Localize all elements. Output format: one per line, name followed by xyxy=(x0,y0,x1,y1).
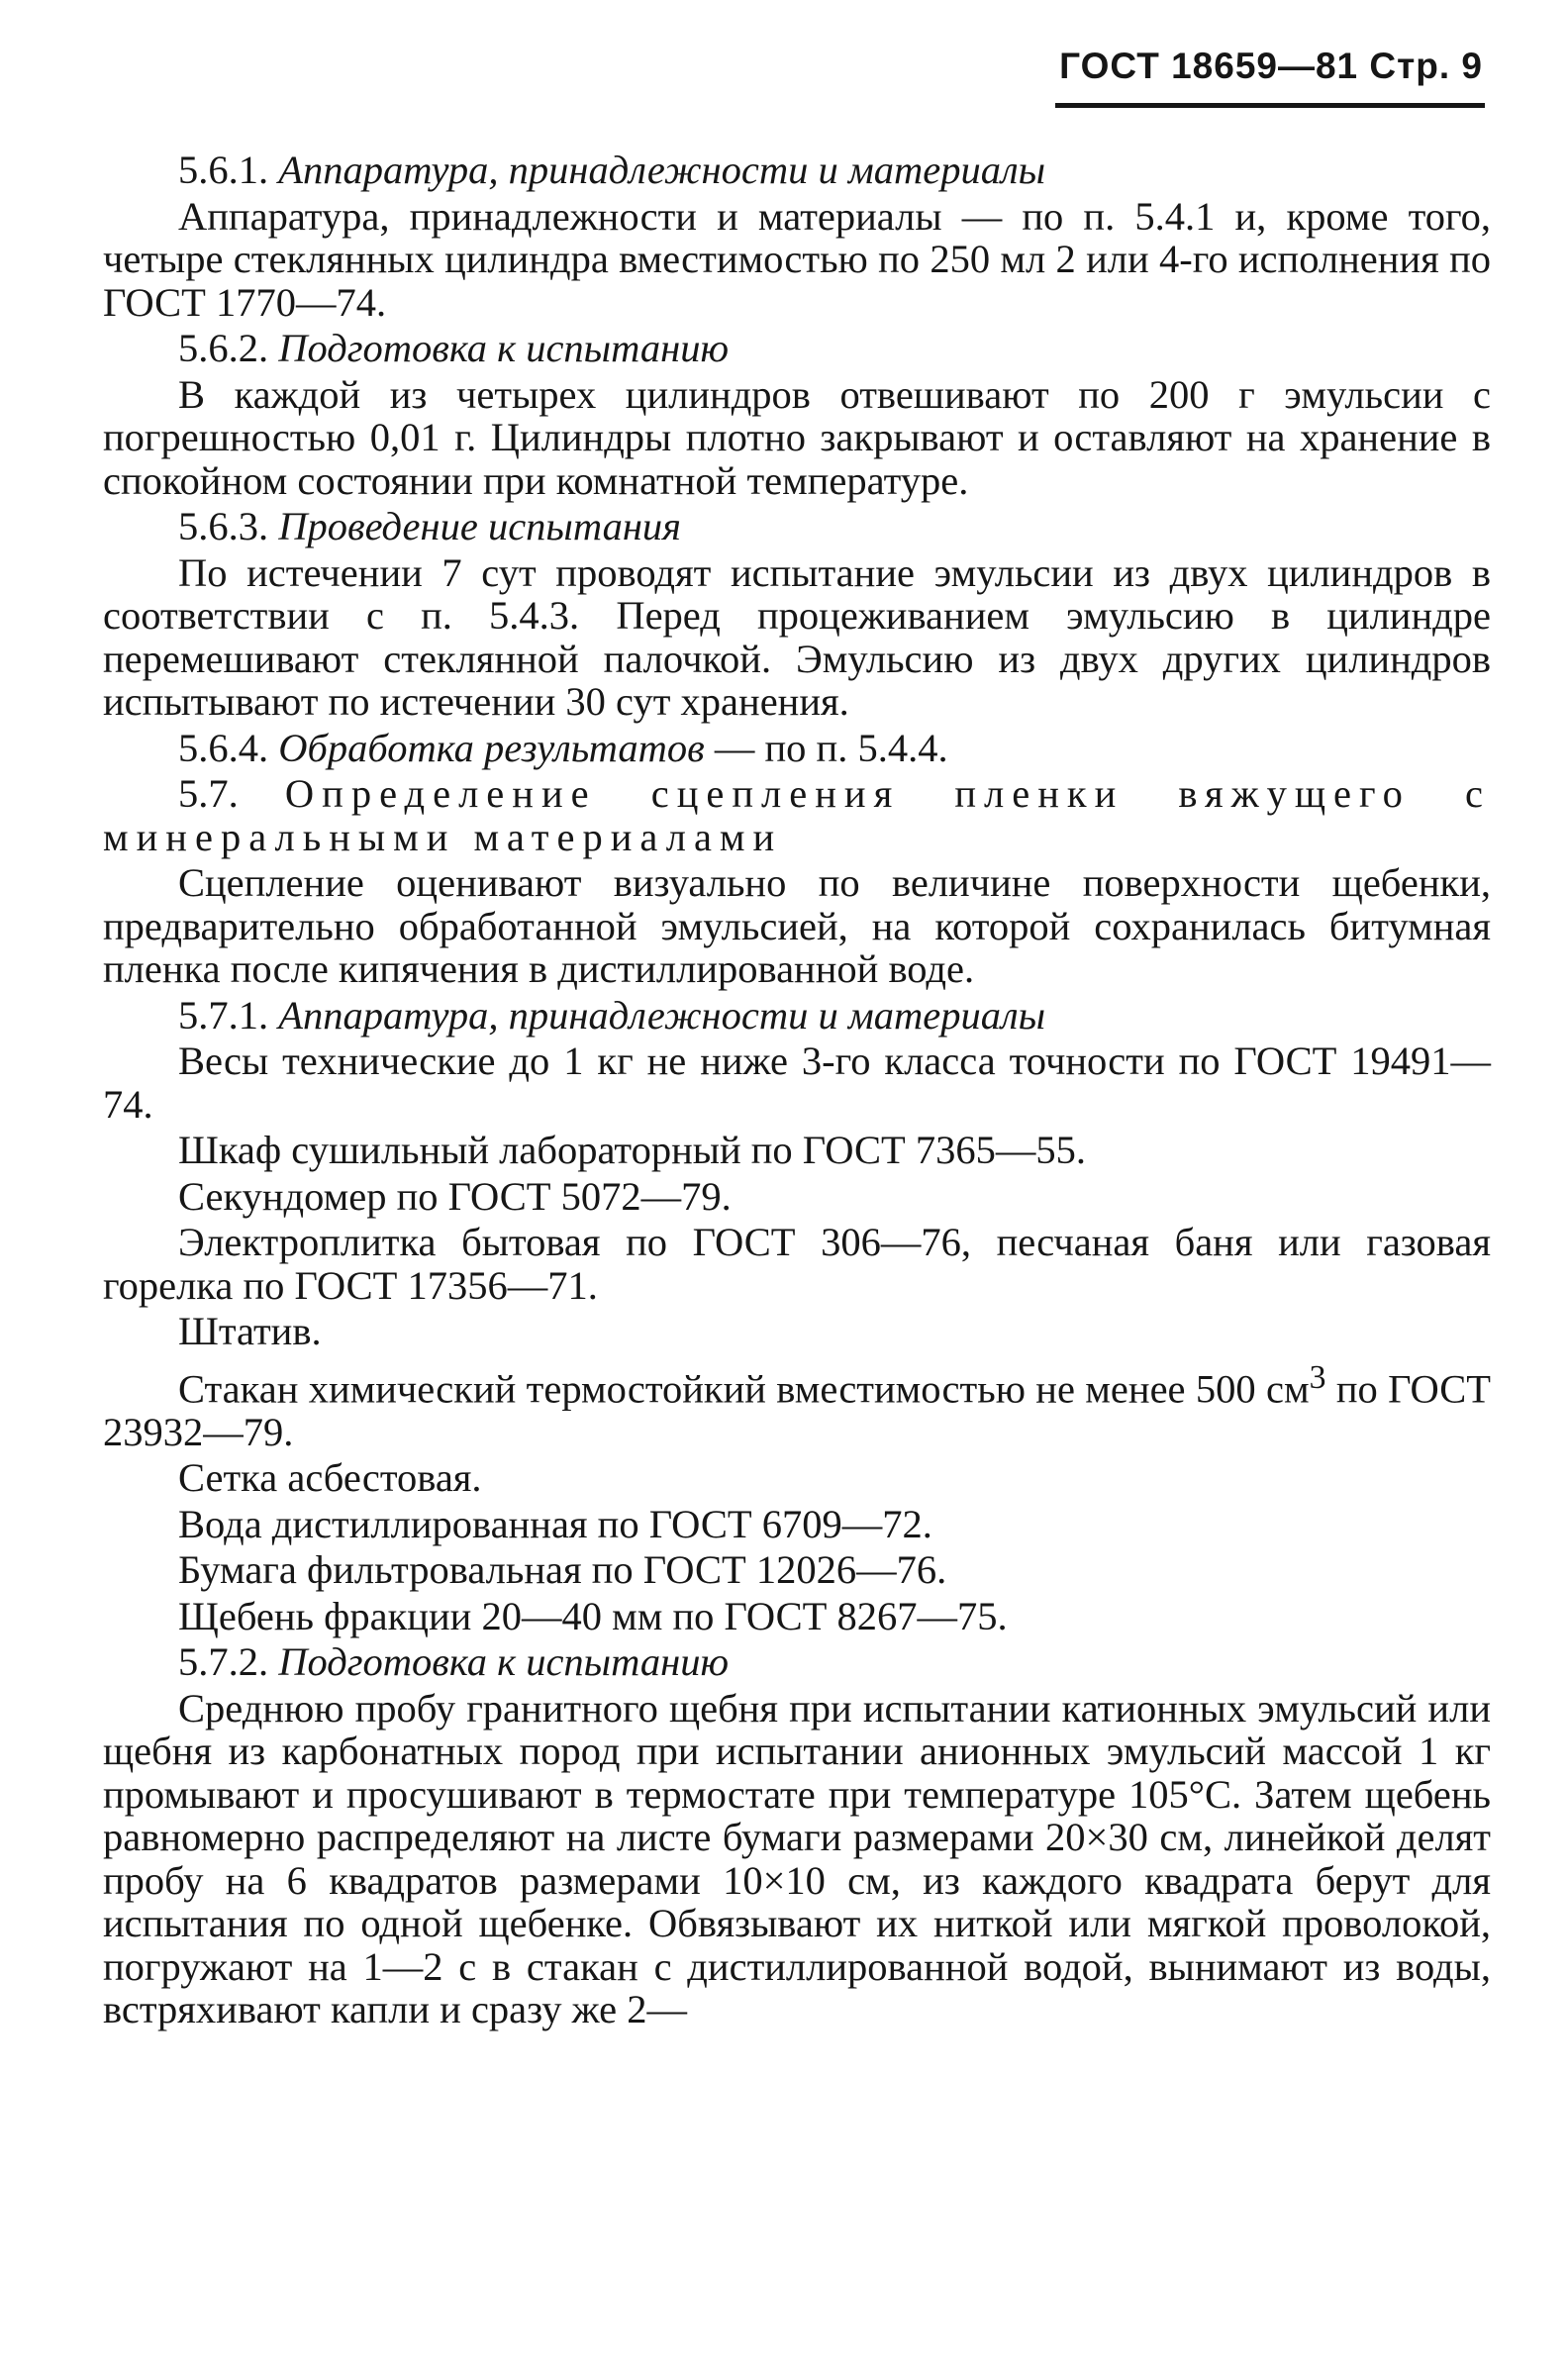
paragraph: По истечении 7 сут проводят испытание эмульсии из двух цилиндров в соответствии с п. 5.4.3. Перед процеживанием эмульсию в цилиндре перемешивают стеклянной палочкой. Эмульсию из двух других цилиндров испытывают по истечении 30 сут хранения. xyxy=(103,549,1491,724)
paragraph: Аппаратура, принадлежности и материалы — по п. 5.4.1 и, кроме того, четыре стеклянных цилиндра вместимостью по 250 мл 2 или 4-го исполнения по ГОСТ 1770—74. xyxy=(103,193,1491,325)
list-item: Шкаф сушильный лабораторный по ГОСТ 7365—55. xyxy=(178,1128,1086,1172)
section-heading-5-6-1 xyxy=(103,148,1491,192)
section-number: 5.6.3. xyxy=(178,504,269,548)
list-item: Щебень фракции 20—40 мм по ГОСТ 8267—75. xyxy=(178,1593,1008,1638)
section-number: 5.7.2. xyxy=(178,1639,269,1684)
paragraph: В каждой из четырех цилиндров отвешивают по 200 г эмульсии с погрешностью 0,01 г. Цилиндры плотно закрывают и оставляют на хранение в спокойном состоянии при комнатной температуре. xyxy=(103,371,1491,503)
section-heading-5-6-3 xyxy=(103,505,1491,548)
section-number: 5.6.4. xyxy=(178,725,269,770)
document-body xyxy=(103,148,1491,2031)
section-reference: — по п. 5.4.4. xyxy=(704,725,948,770)
section-title: Подготовка к испытанию xyxy=(278,1639,730,1684)
section-title: Подготовка к испытанию xyxy=(278,326,730,370)
section-heading-5-7-1 xyxy=(103,994,1491,1038)
list-item xyxy=(103,1356,1491,1454)
section-heading-5-6-4 xyxy=(103,727,1491,770)
paragraph: Среднюю пробу гранитного щебня при испытании катионных эмульсий или щебня из карбонатных пород при испытании анионных эмульсий массой 1 кг промывают и просушивают в термостате при температуре 105°С. Затем щебень равномерно распределяют на листе бумаги размерами 20×30 см, линейкой делят пробу на 6 квадратов размерами 10×10 см, из каждого квадрата берут для испытания по одной щебенке. Обвязывают их ниткой или мягкой проволокой, погружают на 1—2 с в стакан с дистиллированной водой, вынимают из воды, встряхивают капли и сразу же 2— xyxy=(103,1685,1491,2031)
section-number: 5.7. xyxy=(178,771,239,816)
list-item: Штатив. xyxy=(178,1309,322,1353)
paragraph: Сцепление оценивают визуально по величине поверхности щебенки, предварительно обработанной эмульсией, на которой сохранилась битумная пленка после кипячения в дистиллированной воде. xyxy=(103,860,1491,991)
list-item: Бумага фильтровальная по ГОСТ 12026—76. xyxy=(178,1547,947,1592)
section-title: Обработка результатов xyxy=(278,725,705,770)
superscript: 3 xyxy=(1309,1358,1326,1396)
list-item-text: Стакан химический термостойкий вместимостью не менее 500 см xyxy=(178,1366,1310,1411)
section-title: Аппаратура, принадлежности и материалы xyxy=(278,148,1046,192)
list-item: Весы технические до 1 кг не ниже 3-го класса точности по ГОСТ 19491—74. xyxy=(103,1039,1491,1127)
page-header: ГОСТ 18659—81 Стр. 9 xyxy=(1059,46,1483,86)
list-item: Вода дистиллированная по ГОСТ 6709—72. xyxy=(178,1501,932,1546)
section-heading-5-7-2 xyxy=(103,1640,1491,1684)
section-heading-5-7 xyxy=(103,772,1491,858)
section-number: 5.6.2. xyxy=(178,326,269,370)
section-title: Аппаратура, принадлежности и материалы xyxy=(278,992,1046,1038)
section-title: Проведение испытания xyxy=(278,504,682,548)
header-rule xyxy=(1055,103,1485,108)
list-item: Электроплитка бытовая по ГОСТ 306—76, песчаная баня или газовая горелка по ГОСТ 17356—71. xyxy=(103,1220,1491,1308)
list-item: Сетка асбестовая. xyxy=(178,1455,482,1500)
section-number: 5.7.1. xyxy=(178,992,269,1038)
section-number: 5.6.1. xyxy=(178,148,269,192)
list-item-text: по ГОСТ 23932—79. xyxy=(103,1366,1491,1454)
list-item: Секундомер по ГОСТ 5072—79. xyxy=(178,1173,732,1219)
section-heading-5-6-2 xyxy=(103,327,1491,370)
section-title: Определение сцепления пленки вяжущего с минеральными материалами xyxy=(103,771,1491,859)
